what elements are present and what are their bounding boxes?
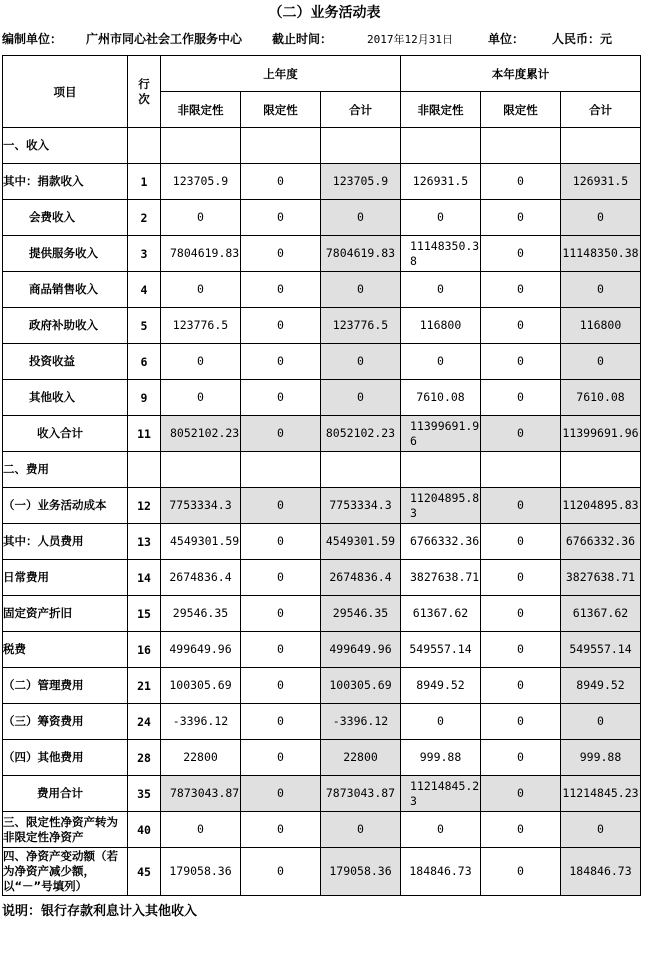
table-row xyxy=(3,632,641,668)
row-number: 14 xyxy=(128,560,161,596)
cell-curr-total: 61367.62 xyxy=(561,596,641,632)
row-number: 24 xyxy=(128,704,161,740)
row-number: 11 xyxy=(128,416,161,452)
header-curr-restricted: 限定性 xyxy=(481,92,561,128)
header-prev-restricted: 限定性 xyxy=(241,92,321,128)
row-label: 商品销售收入 xyxy=(3,272,128,308)
cell-prev-total: 0 xyxy=(321,344,401,380)
cell-curr-restricted: 0 xyxy=(481,380,561,416)
cell-prev-restricted: 0 xyxy=(241,164,321,200)
row-label: 其中：捐款收入 xyxy=(3,164,128,200)
cell-prev-restricted: 0 xyxy=(241,632,321,668)
cell-curr-restricted: 0 xyxy=(481,704,561,740)
table-row xyxy=(3,272,641,308)
row-number: 15 xyxy=(128,596,161,632)
header-prev-year: 上年度 xyxy=(161,56,401,92)
cell-curr-unrestricted: 7610.08 xyxy=(401,380,481,416)
table-row xyxy=(3,848,641,896)
cell-curr-unrestricted: 3827638.71 xyxy=(401,560,481,596)
cell-curr-unrestricted xyxy=(401,128,481,164)
cell-prev-total: 0 xyxy=(321,200,401,236)
row-number: 4 xyxy=(128,272,161,308)
cell-prev-total: 2674836.4 xyxy=(321,560,401,596)
row-number: 12 xyxy=(128,488,161,524)
cell-curr-unrestricted: 126931.5 xyxy=(401,164,481,200)
cell-prev-total: 499649.96 xyxy=(321,632,401,668)
cell-prev-unrestricted: 7804619.83 xyxy=(161,236,241,272)
cell-prev-total: 7873043.87 xyxy=(321,776,401,812)
cell-curr-restricted xyxy=(481,128,561,164)
cell-curr-total: 0 xyxy=(561,812,641,848)
row-label: 固定资产折旧 xyxy=(3,596,128,632)
cell-curr-unrestricted: 61367.62 xyxy=(401,596,481,632)
cell-curr-total: 11214845.23 xyxy=(561,776,641,812)
cell-curr-restricted: 0 xyxy=(481,488,561,524)
table-row xyxy=(3,236,641,272)
cell-curr-restricted: 0 xyxy=(481,668,561,704)
cell-prev-restricted: 0 xyxy=(241,848,321,896)
cell-curr-total: 0 xyxy=(561,704,641,740)
cell-prev-unrestricted: 179058.36 xyxy=(161,848,241,896)
row-number: 3 xyxy=(128,236,161,272)
cell-curr-unrestricted: 0 xyxy=(401,272,481,308)
cell-curr-unrestricted: 11399691.96 xyxy=(401,416,481,452)
table-row xyxy=(3,128,641,164)
header-curr-unrestricted: 非限定性 xyxy=(401,92,481,128)
cell-curr-unrestricted: 0 xyxy=(401,812,481,848)
table-row xyxy=(3,200,641,236)
cell-curr-unrestricted: 0 xyxy=(401,200,481,236)
cell-prev-unrestricted: 22800 xyxy=(161,740,241,776)
header-item: 项目 xyxy=(3,56,128,128)
row-label: 税费 xyxy=(3,632,128,668)
cell-prev-unrestricted: 100305.69 xyxy=(161,668,241,704)
table-body xyxy=(3,128,641,896)
cell-prev-total: 4549301.59 xyxy=(321,524,401,560)
cell-prev-restricted: 0 xyxy=(241,344,321,380)
cell-curr-total: 3827638.71 xyxy=(561,560,641,596)
currency-label: 单位： xyxy=(488,32,525,46)
cell-curr-restricted: 0 xyxy=(481,236,561,272)
cell-curr-restricted: 0 xyxy=(481,632,561,668)
cell-prev-unrestricted: 0 xyxy=(161,380,241,416)
cell-curr-restricted: 0 xyxy=(481,560,561,596)
cell-prev-restricted: 0 xyxy=(241,524,321,560)
row-label: 三、限定性净资产转为非限定性净资产 xyxy=(3,812,128,848)
cell-curr-restricted: 0 xyxy=(481,524,561,560)
cell-prev-unrestricted: 0 xyxy=(161,272,241,308)
cell-curr-restricted: 0 xyxy=(481,416,561,452)
footnote: 说明：银行存款利息计入其他收入 xyxy=(2,904,198,919)
cell-prev-restricted: 0 xyxy=(241,668,321,704)
cell-curr-unrestricted: 0 xyxy=(401,344,481,380)
cell-curr-total: 0 xyxy=(561,344,641,380)
row-label: 其他收入 xyxy=(3,380,128,416)
row-label: 费用合计 xyxy=(3,776,128,812)
row-label: 提供服务收入 xyxy=(3,236,128,272)
table-row xyxy=(3,596,641,632)
row-number: 35 xyxy=(128,776,161,812)
cell-curr-total: 0 xyxy=(561,200,641,236)
cell-prev-total: 100305.69 xyxy=(321,668,401,704)
cell-prev-unrestricted xyxy=(161,452,241,488)
cell-curr-total: 6766332.36 xyxy=(561,524,641,560)
row-label: 日常费用 xyxy=(3,560,128,596)
cell-curr-unrestricted: 11148350.38 xyxy=(401,236,481,272)
table-row xyxy=(3,668,641,704)
cell-prev-total: 22800 xyxy=(321,740,401,776)
row-label: 政府补助收入 xyxy=(3,308,128,344)
row-number: 2 xyxy=(128,200,161,236)
cell-curr-unrestricted: 116800 xyxy=(401,308,481,344)
cell-prev-restricted: 0 xyxy=(241,596,321,632)
row-label: 四、净资产变动额（若为净资产减少额，以“－”号填列） xyxy=(3,848,128,896)
cell-curr-total: 11399691.96 xyxy=(561,416,641,452)
row-number: 13 xyxy=(128,524,161,560)
row-label: 收入合计 xyxy=(3,416,128,452)
header-curr-total: 合计 xyxy=(561,92,641,128)
table-row xyxy=(3,776,641,812)
header-prev-total: 合计 xyxy=(321,92,401,128)
row-number: 21 xyxy=(128,668,161,704)
cell-prev-restricted: 0 xyxy=(241,200,321,236)
cell-prev-total: 123776.5 xyxy=(321,308,401,344)
report-title: （二）业务活动表 xyxy=(268,5,381,21)
table-row xyxy=(3,380,641,416)
row-label: （二）管理费用 xyxy=(3,668,128,704)
unit-label: 编制单位： xyxy=(2,32,63,46)
cell-prev-total: 179058.36 xyxy=(321,848,401,896)
table-row xyxy=(3,740,641,776)
cell-curr-total xyxy=(561,128,641,164)
cell-prev-unrestricted xyxy=(161,128,241,164)
cell-prev-restricted: 0 xyxy=(241,272,321,308)
row-label: 其中：人员费用 xyxy=(3,524,128,560)
cell-prev-unrestricted: 4549301.59 xyxy=(161,524,241,560)
cell-prev-restricted: 0 xyxy=(241,380,321,416)
cell-curr-total: 7610.08 xyxy=(561,380,641,416)
cell-curr-total: 126931.5 xyxy=(561,164,641,200)
cell-curr-restricted: 0 xyxy=(481,308,561,344)
cell-prev-restricted: 0 xyxy=(241,488,321,524)
cell-curr-total: 11148350.38 xyxy=(561,236,641,272)
cell-prev-restricted: 0 xyxy=(241,776,321,812)
cell-prev-restricted: 0 xyxy=(241,704,321,740)
cell-prev-unrestricted: 29546.35 xyxy=(161,596,241,632)
row-label: 二、费用 xyxy=(3,452,128,488)
activity-table xyxy=(2,55,641,896)
cell-prev-unrestricted: 8052102.23 xyxy=(161,416,241,452)
cell-curr-unrestricted: 8949.52 xyxy=(401,668,481,704)
cell-curr-total: 0 xyxy=(561,272,641,308)
cell-curr-unrestricted: 999.88 xyxy=(401,740,481,776)
date-value: 2017年12月31日 xyxy=(367,33,453,46)
cell-prev-total: 0 xyxy=(321,380,401,416)
row-number xyxy=(128,128,161,164)
table-row xyxy=(3,344,641,380)
row-number: 45 xyxy=(128,848,161,896)
cell-prev-total: 0 xyxy=(321,812,401,848)
cell-curr-restricted xyxy=(481,452,561,488)
cell-prev-restricted: 0 xyxy=(241,308,321,344)
table-row xyxy=(3,524,641,560)
row-label: 投资收益 xyxy=(3,344,128,380)
cell-prev-total: 8052102.23 xyxy=(321,416,401,452)
table-row xyxy=(3,164,641,200)
row-label: 一、收入 xyxy=(3,128,128,164)
cell-prev-unrestricted: 0 xyxy=(161,812,241,848)
table-row xyxy=(3,488,641,524)
cell-curr-restricted: 0 xyxy=(481,848,561,896)
row-label: （四）其他费用 xyxy=(3,740,128,776)
table-row xyxy=(3,560,641,596)
cell-prev-total xyxy=(321,452,401,488)
cell-prev-restricted: 0 xyxy=(241,812,321,848)
row-number: 9 xyxy=(128,380,161,416)
table-row xyxy=(3,416,641,452)
cell-prev-total: 7753334.3 xyxy=(321,488,401,524)
report-meta xyxy=(0,30,649,48)
cell-prev-total: 0 xyxy=(321,272,401,308)
cell-prev-restricted xyxy=(241,452,321,488)
row-number: 16 xyxy=(128,632,161,668)
cell-curr-total: 549557.14 xyxy=(561,632,641,668)
cell-prev-restricted: 0 xyxy=(241,740,321,776)
cell-prev-restricted: 0 xyxy=(241,236,321,272)
cell-curr-restricted: 0 xyxy=(481,776,561,812)
currency-value: 人民币：元 xyxy=(552,32,613,46)
header-curr-year: 本年度累计 xyxy=(401,56,641,92)
row-label: 会费收入 xyxy=(3,200,128,236)
cell-curr-total: 184846.73 xyxy=(561,848,641,896)
cell-prev-unrestricted: 499649.96 xyxy=(161,632,241,668)
cell-curr-restricted: 0 xyxy=(481,164,561,200)
cell-curr-restricted: 0 xyxy=(481,812,561,848)
row-number: 28 xyxy=(128,740,161,776)
cell-curr-unrestricted: 11214845.23 xyxy=(401,776,481,812)
cell-curr-unrestricted: 0 xyxy=(401,704,481,740)
unit-value: 广州市同心社会工作服务中心 xyxy=(86,32,243,46)
cell-curr-total: 8949.52 xyxy=(561,668,641,704)
cell-curr-unrestricted: 184846.73 xyxy=(401,848,481,896)
cell-prev-total: 7804619.83 xyxy=(321,236,401,272)
cell-curr-unrestricted: 6766332.36 xyxy=(401,524,481,560)
row-number: 5 xyxy=(128,308,161,344)
cell-prev-unrestricted: -3396.12 xyxy=(161,704,241,740)
cell-prev-restricted: 0 xyxy=(241,560,321,596)
cell-curr-unrestricted xyxy=(401,452,481,488)
row-number: 40 xyxy=(128,812,161,848)
cell-prev-unrestricted: 123705.9 xyxy=(161,164,241,200)
cell-prev-unrestricted: 123776.5 xyxy=(161,308,241,344)
cell-prev-unrestricted: 7753334.3 xyxy=(161,488,241,524)
cell-curr-total: 11204895.83 xyxy=(561,488,641,524)
cell-prev-total: 29546.35 xyxy=(321,596,401,632)
date-label: 截止时间： xyxy=(272,32,333,46)
cell-prev-unrestricted: 0 xyxy=(161,200,241,236)
cell-curr-restricted: 0 xyxy=(481,344,561,380)
table-row xyxy=(3,704,641,740)
cell-prev-restricted: 0 xyxy=(241,416,321,452)
row-number: 1 xyxy=(128,164,161,200)
header-row: 行次 xyxy=(128,56,161,128)
cell-prev-total xyxy=(321,128,401,164)
row-number: 6 xyxy=(128,344,161,380)
cell-curr-unrestricted: 549557.14 xyxy=(401,632,481,668)
row-number xyxy=(128,452,161,488)
cell-prev-unrestricted: 0 xyxy=(161,344,241,380)
cell-prev-total: -3396.12 xyxy=(321,704,401,740)
table-row xyxy=(3,308,641,344)
cell-prev-unrestricted: 7873043.87 xyxy=(161,776,241,812)
cell-curr-unrestricted: 11204895.83 xyxy=(401,488,481,524)
header-prev-unrestricted: 非限定性 xyxy=(161,92,241,128)
cell-curr-restricted: 0 xyxy=(481,740,561,776)
row-label: （三）筹资费用 xyxy=(3,704,128,740)
cell-curr-restricted: 0 xyxy=(481,596,561,632)
table-row xyxy=(3,452,641,488)
cell-prev-restricted xyxy=(241,128,321,164)
row-label: （一）业务活动成本 xyxy=(3,488,128,524)
cell-prev-unrestricted: 2674836.4 xyxy=(161,560,241,596)
cell-curr-total: 999.88 xyxy=(561,740,641,776)
table-row xyxy=(3,812,641,848)
cell-curr-restricted: 0 xyxy=(481,200,561,236)
cell-curr-total: 116800 xyxy=(561,308,641,344)
cell-curr-total xyxy=(561,452,641,488)
cell-curr-restricted: 0 xyxy=(481,272,561,308)
cell-prev-total: 123705.9 xyxy=(321,164,401,200)
